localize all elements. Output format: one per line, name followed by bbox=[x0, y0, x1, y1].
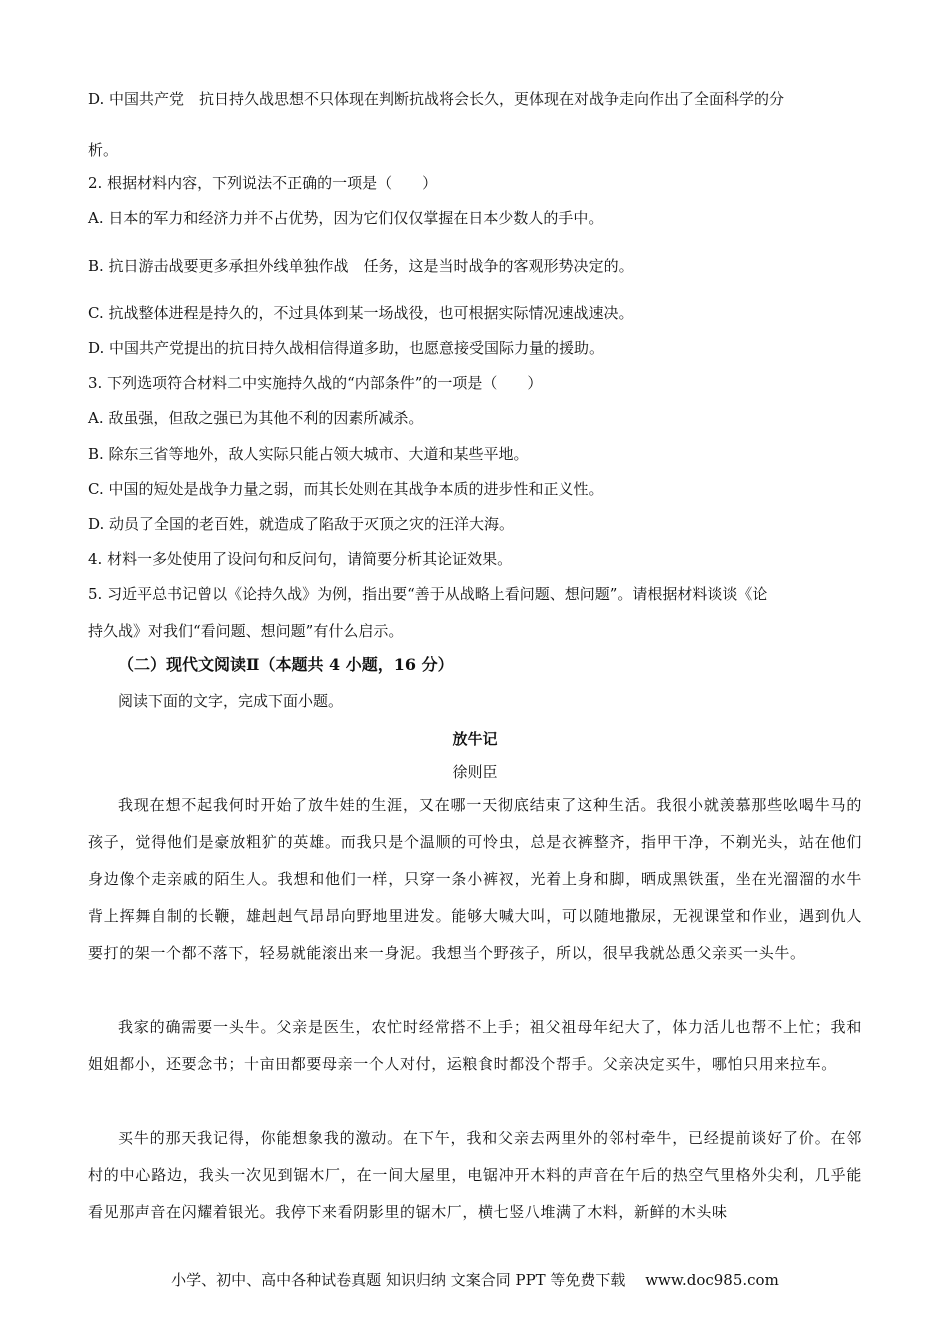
story-paragraph: 我现在想不起我何时开始了放牛娃的生涯，又在哪一天彻底结束了这种生活。我很小就羡慕那些吆喝牛马的孩子，觉得他们是豪放粗犷的英雄。而我只是个温顺的可怜虫，总是衣裤整齐，指甲干净，不剃光头，站在他们身边像个走亲戚的陌生人。我想和他们一样，只穿一条小裤衩，光着上身和脚，晒成黑铁蛋，坐在光溜溜的水牛背上挥舞自制的长鞭，雄赳赳气昂昂向野地里进发。能够大喊大叫，可以随地撒尿，无视课堂和作业，遇到仇人要打的架一个都不落下，轻易就能滚出来一身泥。我想当个野孩子，所以，很早我就怂恿父亲买一头牛。 bbox=[88, 796, 862, 962]
q2-option-a: A. 日本的军力和经济力并不占优势，因为它们仅仅掌握在日本少数人的手中。 bbox=[88, 209, 604, 227]
q5-stem-line1: 5. 习近平总书记曾以《论持久战》为例，指出要“善于从战略上看问题、想问题”。请根据材料谈谈《论 bbox=[88, 585, 768, 603]
q2-option-d: D. 中国共产党提出的抗日持久战相信得道多助，也愿意接受国际力量的援助。 bbox=[88, 339, 605, 357]
q4-stem: 4. 材料一多处使用了设问句和反问句，请简要分析其论证效果。 bbox=[88, 550, 513, 568]
q3-stem: 3. 下列选项符合材料二中实施持久战的“内部条件”的一项是（ ） bbox=[88, 374, 543, 392]
q3-option-c: C. 中国的短处是战争力量之弱，而其长处则在其战争本质的进步性和正义性。 bbox=[88, 480, 604, 498]
story-paragraph: 买牛的那天我记得，你能想象我的激动。在下午，我和父亲去两里外的邻村牵牛，已经提前谈好了价。在邻村的中心路边，我头一次见到锯木厂，在一间大屋里，电锯冲开木料的声音在午后的热空气里格外尖利，几乎能看见那声音在闪耀着银光。我停下来看阴影里的锯木厂，横七竖八堆满了木料，新鲜的木头味 bbox=[88, 1129, 862, 1221]
page-footer: 小学、初中、高中各种试卷真题 知识归纳 文案合同 PPT 等免费下载 www.doc985.com bbox=[171, 1271, 779, 1289]
section-heading: （二）现代文阅读Ⅱ（本题共 4 小题，16 分） bbox=[118, 655, 454, 674]
q3-option-b: B. 除东三省等地外，敌人实际只能占领大城市、大道和某些平地。 bbox=[88, 445, 529, 463]
story-author: 徐则臣 bbox=[452, 763, 498, 781]
q3-option-a: A. 敌虽强，但敌之强已为其他不利的因素所减杀。 bbox=[88, 409, 424, 427]
q2-option-b: B. 抗日游击战要更多承担外线单独作战 任务，这是当时战争的客观形势决定的。 bbox=[88, 257, 634, 275]
q2-option-c: C. 抗战整体进程是持久的，不过具体到某一场战役，也可根据实际情况速战速决。 bbox=[88, 304, 634, 322]
q2-stem: 2. 根据材料内容，下列说法不正确的一项是（ ） bbox=[88, 174, 438, 192]
story-paragraph: 我家的确需要一头牛。父亲是医生，农忙时经常搭不上手；祖父祖母年纪大了，体力活儿也帮不上忙；我和姐姐都小，还要念书；十亩田都要母亲一个人对付，运粮食时都没个帮手。父亲决定买牛，哪怕只用来拉车。 bbox=[88, 1018, 862, 1073]
story-title: 放牛记 bbox=[452, 730, 498, 748]
section-instruction: 阅读下面的文字，完成下面小题。 bbox=[118, 692, 344, 710]
q3-option-d: D. 动员了全国的老百姓，就造成了陷敌于灭顶之灾的汪洋大海。 bbox=[88, 515, 515, 533]
q1-option-d-line2: 析。 bbox=[88, 141, 119, 159]
q5-stem-line2: 持久战》对我们“看问题、想问题”有什么启示。 bbox=[88, 622, 404, 640]
q1-option-d-line1: D. 中国共产党 抗日持久战思想不只体现在判断抗战将会长久，更体现在对战争走向作出了全面科学的分 bbox=[88, 90, 785, 108]
